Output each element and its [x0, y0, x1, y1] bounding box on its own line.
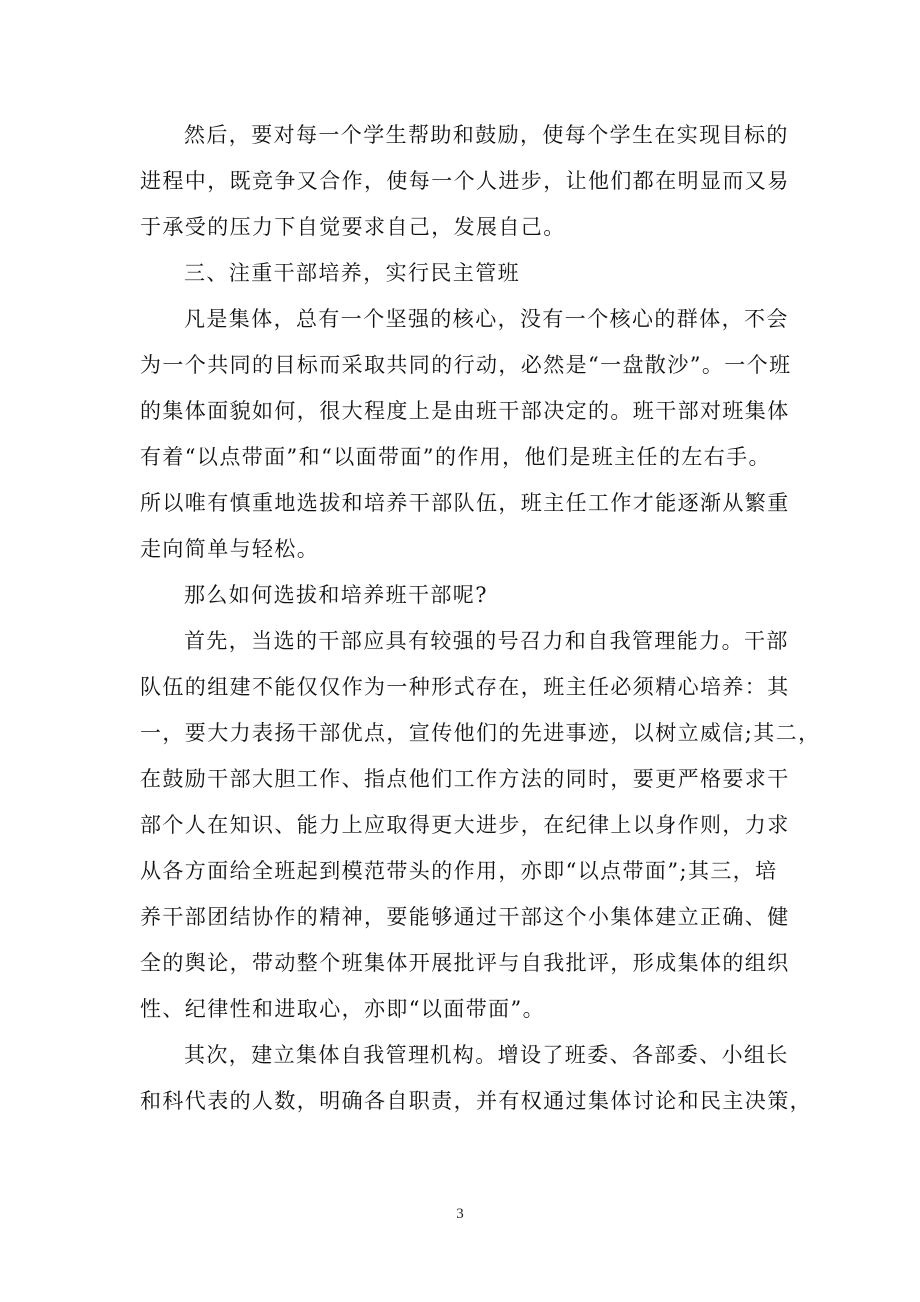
text-line: 那么如何选拔和培养班干部呢? [184, 583, 488, 607]
text-line: 有着“以点带面”和“以面带面”的作用，他们是班主任的左右手。 [140, 445, 771, 469]
text-line: 于承受的压力下自觉要求自己，发展自己。 [140, 215, 566, 239]
heading-line: 三、注重干部培养，实行民主管班 [184, 261, 520, 285]
text-line: 其次，建立集体自我管理机构。增设了班委、各部委、小组长 [184, 1043, 789, 1067]
text-line: 和科代表的人数，明确各自职责，并有权通过集体讨论和民主决策， [140, 1089, 812, 1113]
paragraph-3 [140, 572, 800, 618]
text-line: 部个人在知识、能力上应取得更大进步，在纪律上以身作则，力求 [140, 813, 790, 837]
text-line: 所以唯有慎重地选拔和培养干部队伍，班主任工作才能逐渐从繁重 [140, 491, 790, 515]
text-line: 在鼓励干部大胆工作、指点他们工作方法的同时，要更严格要求干 [140, 767, 790, 791]
text-line: 首先，当选的干部应具有较强的号召力和自我管理能力。干部 [184, 629, 789, 653]
text-line: 走向简单与轻松。 [140, 537, 320, 561]
text-line: 的集体面貌如何，很大程度上是由班干部决定的。班干部对班集体 [140, 399, 790, 423]
paragraph-2 [140, 296, 800, 572]
paragraph-5 [140, 1032, 812, 1124]
text-line: 性、纪律性和进取心，亦即“以面带面”。 [140, 997, 546, 1021]
paragraph-4 [140, 618, 821, 1032]
page-number: 3 [456, 1206, 464, 1222]
text-line: 养干部团结协作的精神，要能够通过干部这个小集体建立正确、健 [140, 905, 790, 929]
section-heading [140, 250, 800, 296]
text-line: 然后，要对每一个学生帮助和鼓励，使每个学生在实现目标的 [184, 123, 789, 147]
text-line: 全的舆论，带动整个班集体开展批评与自我批评，形成集体的组织 [140, 951, 790, 975]
text-line: 凡是集体，总有一个坚强的核心，没有一个核心的群体，不会 [184, 307, 789, 331]
text-line: 队伍的组建不能仅仅作为一种形式存在，班主任必须精心培养：其 [140, 675, 790, 699]
document-body [140, 112, 821, 1124]
text-line: 为一个共同的目标而采取共同的行动，必然是“一盘散沙”。一个班 [140, 353, 792, 377]
text-line: 从各方面给全班起到模范带头的作用，亦即“以点带面”;其三，培 [140, 859, 778, 883]
text-line: 进程中，既竞争又合作，使每一个人进步，让他们都在明显而又易 [140, 169, 790, 193]
text-line: 一，要大力表扬干部优点，宣传他们的先进事迹，以树立威信;其二， [140, 721, 821, 745]
paragraph-1 [140, 112, 800, 250]
